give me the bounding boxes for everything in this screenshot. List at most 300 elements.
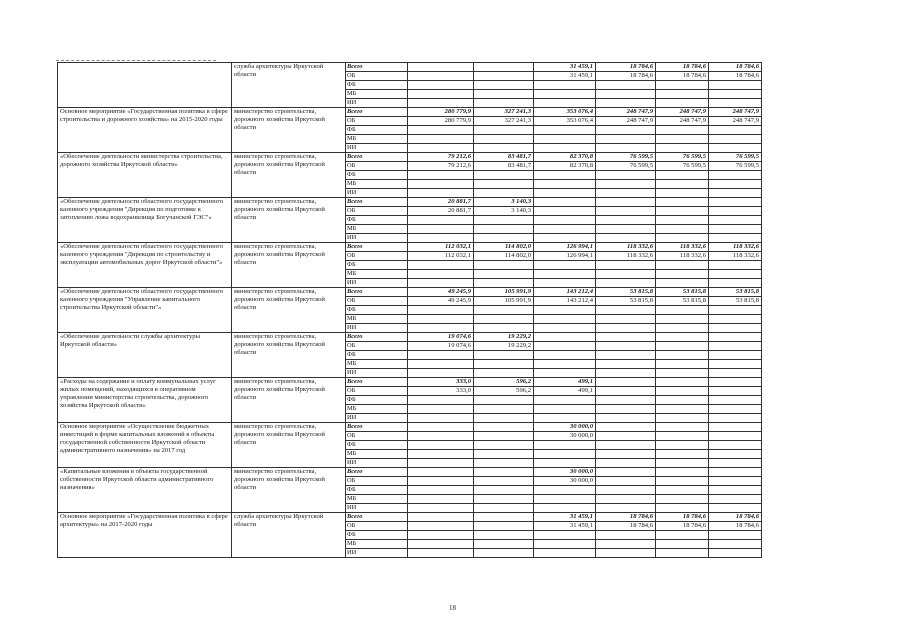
funding-source-cell: ОБ [346, 432, 408, 441]
amount-cell [474, 324, 534, 333]
amount-cell: 20 881,7 [408, 198, 474, 207]
amount-cell [408, 459, 474, 468]
amount-cell [596, 468, 656, 477]
funding-source-cell: ФБ [346, 171, 408, 180]
amount-cell [656, 486, 709, 495]
amount-cell [408, 468, 474, 477]
amount-cell [709, 306, 762, 315]
measure-name-cell [58, 63, 232, 108]
amount-cell [709, 432, 762, 441]
funding-source-cell: ФБ [346, 486, 408, 495]
amount-cell [656, 90, 709, 99]
amount-cell [596, 261, 656, 270]
amount-cell [596, 279, 656, 288]
amount-cell [656, 279, 709, 288]
amount-cell [656, 270, 709, 279]
amount-cell [656, 126, 709, 135]
amount-cell: 499,1 [534, 378, 596, 387]
amount-cell [656, 423, 709, 432]
table-row [58, 288, 811, 297]
amount-cell [408, 486, 474, 495]
table-row [58, 378, 811, 387]
amount-cell [656, 495, 709, 504]
executor-cell: министерство строительства, дорожного хозяйства Иркутской области [232, 198, 346, 243]
funding-source-cell: ОБ [346, 387, 408, 396]
amount-cell: 105 991,9 [474, 288, 534, 297]
amount-cell [596, 234, 656, 243]
amount-cell: 112 032,1 [408, 252, 474, 261]
amount-cell [656, 324, 709, 333]
amount-cell [596, 486, 656, 495]
amount-cell [656, 306, 709, 315]
amount-cell: 143 212,4 [534, 288, 596, 297]
amount-cell: 30 000,0 [534, 423, 596, 432]
amount-cell [534, 126, 596, 135]
amount-cell [474, 369, 534, 378]
amount-cell: 118 332,6 [709, 243, 762, 252]
funding-source-cell: ОБ [346, 162, 408, 171]
amount-cell: 76 599,5 [656, 162, 709, 171]
amount-cell [709, 99, 762, 108]
amount-cell: 112 032,1 [408, 243, 474, 252]
amount-cell: 19 229,2 [474, 342, 534, 351]
amount-cell [534, 198, 596, 207]
amount-cell [534, 135, 596, 144]
amount-cell [596, 423, 656, 432]
amount-cell [474, 63, 534, 72]
measure-name-cell: «Расходы на содержание и оплату коммунальных услуг жилых помещений, находящихся в оперативном управлении министерства строительства, дорожного хозяйства Иркутской области» [58, 378, 232, 423]
amount-cell [596, 450, 656, 459]
amount-cell [596, 414, 656, 423]
amount-cell [596, 360, 656, 369]
amount-cell: 18 784,6 [596, 522, 656, 531]
amount-cell: 19 074,6 [408, 333, 474, 342]
amount-cell [474, 90, 534, 99]
amount-cell [709, 144, 762, 153]
amount-cell [596, 189, 656, 198]
measure-name-cell: Основное мероприятие «Государственная политика в сфере архитектуры» на 2017-2020 годы [58, 513, 232, 558]
table-row [58, 153, 811, 162]
executor-cell: служба архитектуры Иркутской области [232, 513, 346, 558]
amount-cell [534, 486, 596, 495]
funding-source-cell: ОБ [346, 477, 408, 486]
amount-cell: 53 815,8 [709, 288, 762, 297]
amount-cell [534, 90, 596, 99]
amount-cell [408, 270, 474, 279]
amount-cell [656, 333, 709, 342]
amount-cell [534, 342, 596, 351]
amount-cell [408, 423, 474, 432]
funding-source-cell: ИИ [346, 324, 408, 333]
amount-cell [709, 441, 762, 450]
amount-cell [596, 387, 656, 396]
table-row [58, 468, 811, 477]
table-row [58, 198, 811, 207]
amount-cell [474, 171, 534, 180]
amount-cell [709, 477, 762, 486]
budget-table-body [58, 63, 811, 558]
amount-cell: 18 784,6 [709, 522, 762, 531]
amount-cell [474, 432, 534, 441]
amount-cell: 18 784,6 [656, 72, 709, 81]
amount-cell [709, 225, 762, 234]
amount-cell [474, 396, 534, 405]
funding-source-cell: МБ [346, 450, 408, 459]
funding-source-cell: ФБ [346, 126, 408, 135]
amount-cell [709, 459, 762, 468]
amount-cell [408, 144, 474, 153]
amount-cell [408, 405, 474, 414]
amount-cell: 280 779,9 [408, 108, 474, 117]
amount-cell [474, 234, 534, 243]
amount-cell [709, 207, 762, 216]
amount-cell [408, 360, 474, 369]
amount-cell [408, 189, 474, 198]
amount-cell [656, 504, 709, 513]
executor-cell: министерство строительства, дорожного хозяйства Иркутской области [232, 108, 346, 153]
budget-table [57, 62, 811, 558]
amount-cell [534, 333, 596, 342]
amount-cell [656, 198, 709, 207]
amount-cell [534, 315, 596, 324]
amount-cell [408, 504, 474, 513]
amount-cell [408, 261, 474, 270]
amount-cell [474, 189, 534, 198]
amount-cell [656, 450, 709, 459]
amount-cell [656, 378, 709, 387]
amount-cell: 3 140,3 [474, 207, 534, 216]
measure-name-cell: «Капитальные вложения в объекты государственной собственности Иркутской области административного назначения» [58, 468, 232, 513]
amount-cell: 114 802,0 [474, 252, 534, 261]
amount-cell [534, 216, 596, 225]
amount-cell [408, 549, 474, 558]
amount-cell [709, 333, 762, 342]
amount-cell [709, 90, 762, 99]
funding-source-cell: ФБ [346, 531, 408, 540]
funding-source-cell: ОБ [346, 72, 408, 81]
table-row [58, 513, 811, 522]
amount-cell: 118 332,6 [709, 252, 762, 261]
amount-cell: 327 241,3 [474, 108, 534, 117]
amount-cell: 327 241,3 [474, 117, 534, 126]
amount-cell [408, 369, 474, 378]
amount-cell: 53 815,8 [596, 297, 656, 306]
amount-cell: 53 815,8 [709, 297, 762, 306]
amount-cell [474, 126, 534, 135]
amount-cell: 20 881,7 [408, 207, 474, 216]
amount-cell [709, 189, 762, 198]
amount-cell [656, 234, 709, 243]
executor-cell: министерство строительства, дорожного хозяйства Иркутской области [232, 288, 346, 333]
amount-cell [656, 342, 709, 351]
page-number: 18 [449, 604, 456, 612]
amount-cell [474, 405, 534, 414]
amount-cell [408, 225, 474, 234]
amount-cell [408, 126, 474, 135]
amount-cell [596, 441, 656, 450]
amount-cell [596, 180, 656, 189]
amount-cell [709, 171, 762, 180]
amount-cell [534, 234, 596, 243]
amount-cell [408, 306, 474, 315]
amount-cell: 19 074,6 [408, 342, 474, 351]
amount-cell [534, 369, 596, 378]
amount-cell: 126 994,1 [534, 252, 596, 261]
amount-cell [656, 171, 709, 180]
amount-cell [709, 387, 762, 396]
amount-cell: 118 332,6 [596, 243, 656, 252]
amount-cell [408, 63, 474, 72]
measure-name-cell: Основное мероприятие «Осуществление бюджетных инвестиций в форме капитальных вложений в объекты государственной собственности Иркутской области административного назначения» на 2017 год [58, 423, 232, 468]
amount-cell: 118 332,6 [656, 243, 709, 252]
amount-cell [709, 414, 762, 423]
amount-cell: 53 815,8 [596, 288, 656, 297]
amount-cell [596, 135, 656, 144]
funding-source-cell: МБ [346, 135, 408, 144]
amount-cell: 118 332,6 [596, 252, 656, 261]
amount-cell: 31 459,1 [534, 63, 596, 72]
amount-cell [534, 81, 596, 90]
executor-cell: министерство строительства, дорожного хозяйства Иркутской области [232, 423, 346, 468]
amount-cell [656, 99, 709, 108]
funding-source-cell: Всего [346, 198, 408, 207]
funding-source-cell: ИИ [346, 504, 408, 513]
amount-cell [534, 414, 596, 423]
amount-cell: 118 332,6 [656, 252, 709, 261]
funding-source-cell: Всего [346, 468, 408, 477]
amount-cell [709, 261, 762, 270]
amount-cell [656, 531, 709, 540]
amount-cell [474, 225, 534, 234]
amount-cell [596, 369, 656, 378]
amount-cell [656, 207, 709, 216]
amount-cell [474, 135, 534, 144]
amount-cell [709, 279, 762, 288]
amount-cell [474, 513, 534, 522]
amount-cell [474, 531, 534, 540]
amount-cell [534, 144, 596, 153]
measure-name-cell: «Обеспечение деятельности службы архитектуры Иркутской области» [58, 333, 232, 378]
funding-source-cell: ОБ [346, 522, 408, 531]
amount-cell [474, 414, 534, 423]
funding-source-cell: ОБ [346, 252, 408, 261]
amount-cell [709, 405, 762, 414]
amount-cell [408, 171, 474, 180]
amount-cell: 31 459,1 [534, 513, 596, 522]
amount-cell [408, 540, 474, 549]
executor-cell: министерство строительства, дорожного хозяйства Иркутской области [232, 378, 346, 423]
amount-cell: 596,2 [474, 378, 534, 387]
amount-cell [534, 207, 596, 216]
funding-source-cell: ФБ [346, 351, 408, 360]
funding-source-cell: ИИ [346, 459, 408, 468]
amount-cell [596, 405, 656, 414]
funding-source-cell: ИИ [346, 549, 408, 558]
amount-cell [596, 342, 656, 351]
amount-cell [596, 396, 656, 405]
amount-cell [408, 180, 474, 189]
amount-cell [656, 432, 709, 441]
amount-cell [534, 189, 596, 198]
amount-cell: 18 784,6 [596, 72, 656, 81]
executor-cell: служба архитектуры Иркутской области [232, 63, 346, 108]
amount-cell [534, 405, 596, 414]
amount-cell [474, 459, 534, 468]
amount-cell: 83 481,7 [474, 153, 534, 162]
amount-cell [596, 126, 656, 135]
amount-cell [474, 423, 534, 432]
amount-cell: 18 784,6 [709, 72, 762, 81]
amount-cell [534, 396, 596, 405]
funding-source-cell: ИИ [346, 234, 408, 243]
amount-cell: 79 212,6 [408, 162, 474, 171]
amount-cell: 143 212,4 [534, 297, 596, 306]
amount-cell [709, 315, 762, 324]
amount-cell: 49 245,9 [408, 288, 474, 297]
funding-source-cell: Всего [346, 423, 408, 432]
amount-cell [709, 531, 762, 540]
measure-name-cell: Основное мероприятие «Государственная политика в сфере строительства и дорожного хозяйства» на 2015-2020 годы [58, 108, 232, 153]
amount-cell: 82 370,8 [534, 162, 596, 171]
amount-cell [656, 441, 709, 450]
amount-cell [596, 459, 656, 468]
amount-cell: 596,2 [474, 387, 534, 396]
amount-cell [408, 234, 474, 243]
funding-source-cell: ФБ [346, 261, 408, 270]
amount-cell [596, 306, 656, 315]
amount-cell [408, 450, 474, 459]
amount-cell [596, 351, 656, 360]
funding-source-cell: ОБ [346, 297, 408, 306]
amount-cell [534, 279, 596, 288]
amount-cell [656, 360, 709, 369]
amount-cell [408, 279, 474, 288]
amount-cell [656, 81, 709, 90]
amount-cell [709, 378, 762, 387]
amount-cell [474, 351, 534, 360]
amount-cell [534, 225, 596, 234]
funding-source-cell: ФБ [346, 306, 408, 315]
funding-source-cell: ОБ [346, 207, 408, 216]
funding-source-cell: ФБ [346, 216, 408, 225]
amount-cell [596, 549, 656, 558]
amount-cell [596, 207, 656, 216]
executor-cell: министерство строительства, дорожного хозяйства Иркутской области [232, 468, 346, 513]
funding-source-cell: Всего [346, 153, 408, 162]
amount-cell: 248 747,9 [596, 108, 656, 117]
amount-cell [656, 189, 709, 198]
amount-cell [474, 468, 534, 477]
amount-cell [474, 261, 534, 270]
amount-cell [596, 324, 656, 333]
amount-cell: 18 784,6 [709, 63, 762, 72]
amount-cell [656, 135, 709, 144]
amount-cell: 31 459,1 [534, 522, 596, 531]
amount-cell: 18 784,6 [596, 63, 656, 72]
amount-cell [408, 315, 474, 324]
amount-cell: 76 599,5 [596, 162, 656, 171]
table-row [58, 63, 811, 72]
amount-cell [656, 369, 709, 378]
amount-cell [656, 315, 709, 324]
amount-cell [534, 531, 596, 540]
amount-cell [534, 504, 596, 513]
amount-cell: 83 481,7 [474, 162, 534, 171]
amount-cell [408, 216, 474, 225]
amount-cell [408, 324, 474, 333]
funding-source-cell: ИИ [346, 144, 408, 153]
amount-cell [474, 486, 534, 495]
amount-cell [656, 387, 709, 396]
amount-cell: 49 245,9 [408, 297, 474, 306]
amount-cell: 19 229,2 [474, 333, 534, 342]
amount-cell: 30 000,0 [534, 477, 596, 486]
amount-cell: 499,1 [534, 387, 596, 396]
amount-cell [534, 180, 596, 189]
amount-cell [474, 315, 534, 324]
amount-cell [709, 468, 762, 477]
amount-cell [596, 216, 656, 225]
measure-name-cell: «Обеспечение деятельности министерства строительства, дорожного хозяйства Иркутской области» [58, 153, 232, 198]
funding-source-cell: МБ [346, 90, 408, 99]
amount-cell [474, 270, 534, 279]
amount-cell [474, 216, 534, 225]
amount-cell [474, 144, 534, 153]
amount-cell [596, 90, 656, 99]
amount-cell: 76 599,5 [709, 153, 762, 162]
amount-cell [596, 432, 656, 441]
table-row [58, 243, 811, 252]
amount-cell [474, 549, 534, 558]
amount-cell [408, 522, 474, 531]
amount-cell [534, 324, 596, 333]
funding-source-cell: ОБ [346, 342, 408, 351]
amount-cell [656, 225, 709, 234]
amount-cell [709, 360, 762, 369]
amount-cell: 105 991,9 [474, 297, 534, 306]
amount-cell [408, 531, 474, 540]
amount-cell [534, 549, 596, 558]
amount-cell [709, 216, 762, 225]
amount-cell [709, 450, 762, 459]
table-row [58, 108, 811, 117]
amount-cell [408, 414, 474, 423]
amount-cell: 114 802,0 [474, 243, 534, 252]
amount-cell: 3 140,3 [474, 198, 534, 207]
amount-cell [408, 441, 474, 450]
funding-source-cell: ИИ [346, 279, 408, 288]
amount-cell [596, 144, 656, 153]
amount-cell: 248 747,9 [656, 117, 709, 126]
amount-cell [408, 432, 474, 441]
amount-cell [474, 450, 534, 459]
amount-cell [474, 360, 534, 369]
amount-cell [534, 261, 596, 270]
amount-cell [534, 171, 596, 180]
amount-cell [709, 180, 762, 189]
funding-source-cell: Всего [346, 333, 408, 342]
amount-cell: 280 779,9 [408, 117, 474, 126]
funding-source-cell: МБ [346, 180, 408, 189]
funding-source-cell: ФБ [346, 81, 408, 90]
funding-source-cell: Всего [346, 108, 408, 117]
amount-cell [474, 99, 534, 108]
amount-cell [408, 72, 474, 81]
funding-source-cell: МБ [346, 540, 408, 549]
amount-cell [656, 540, 709, 549]
amount-cell: 53 815,8 [656, 297, 709, 306]
amount-cell [656, 144, 709, 153]
